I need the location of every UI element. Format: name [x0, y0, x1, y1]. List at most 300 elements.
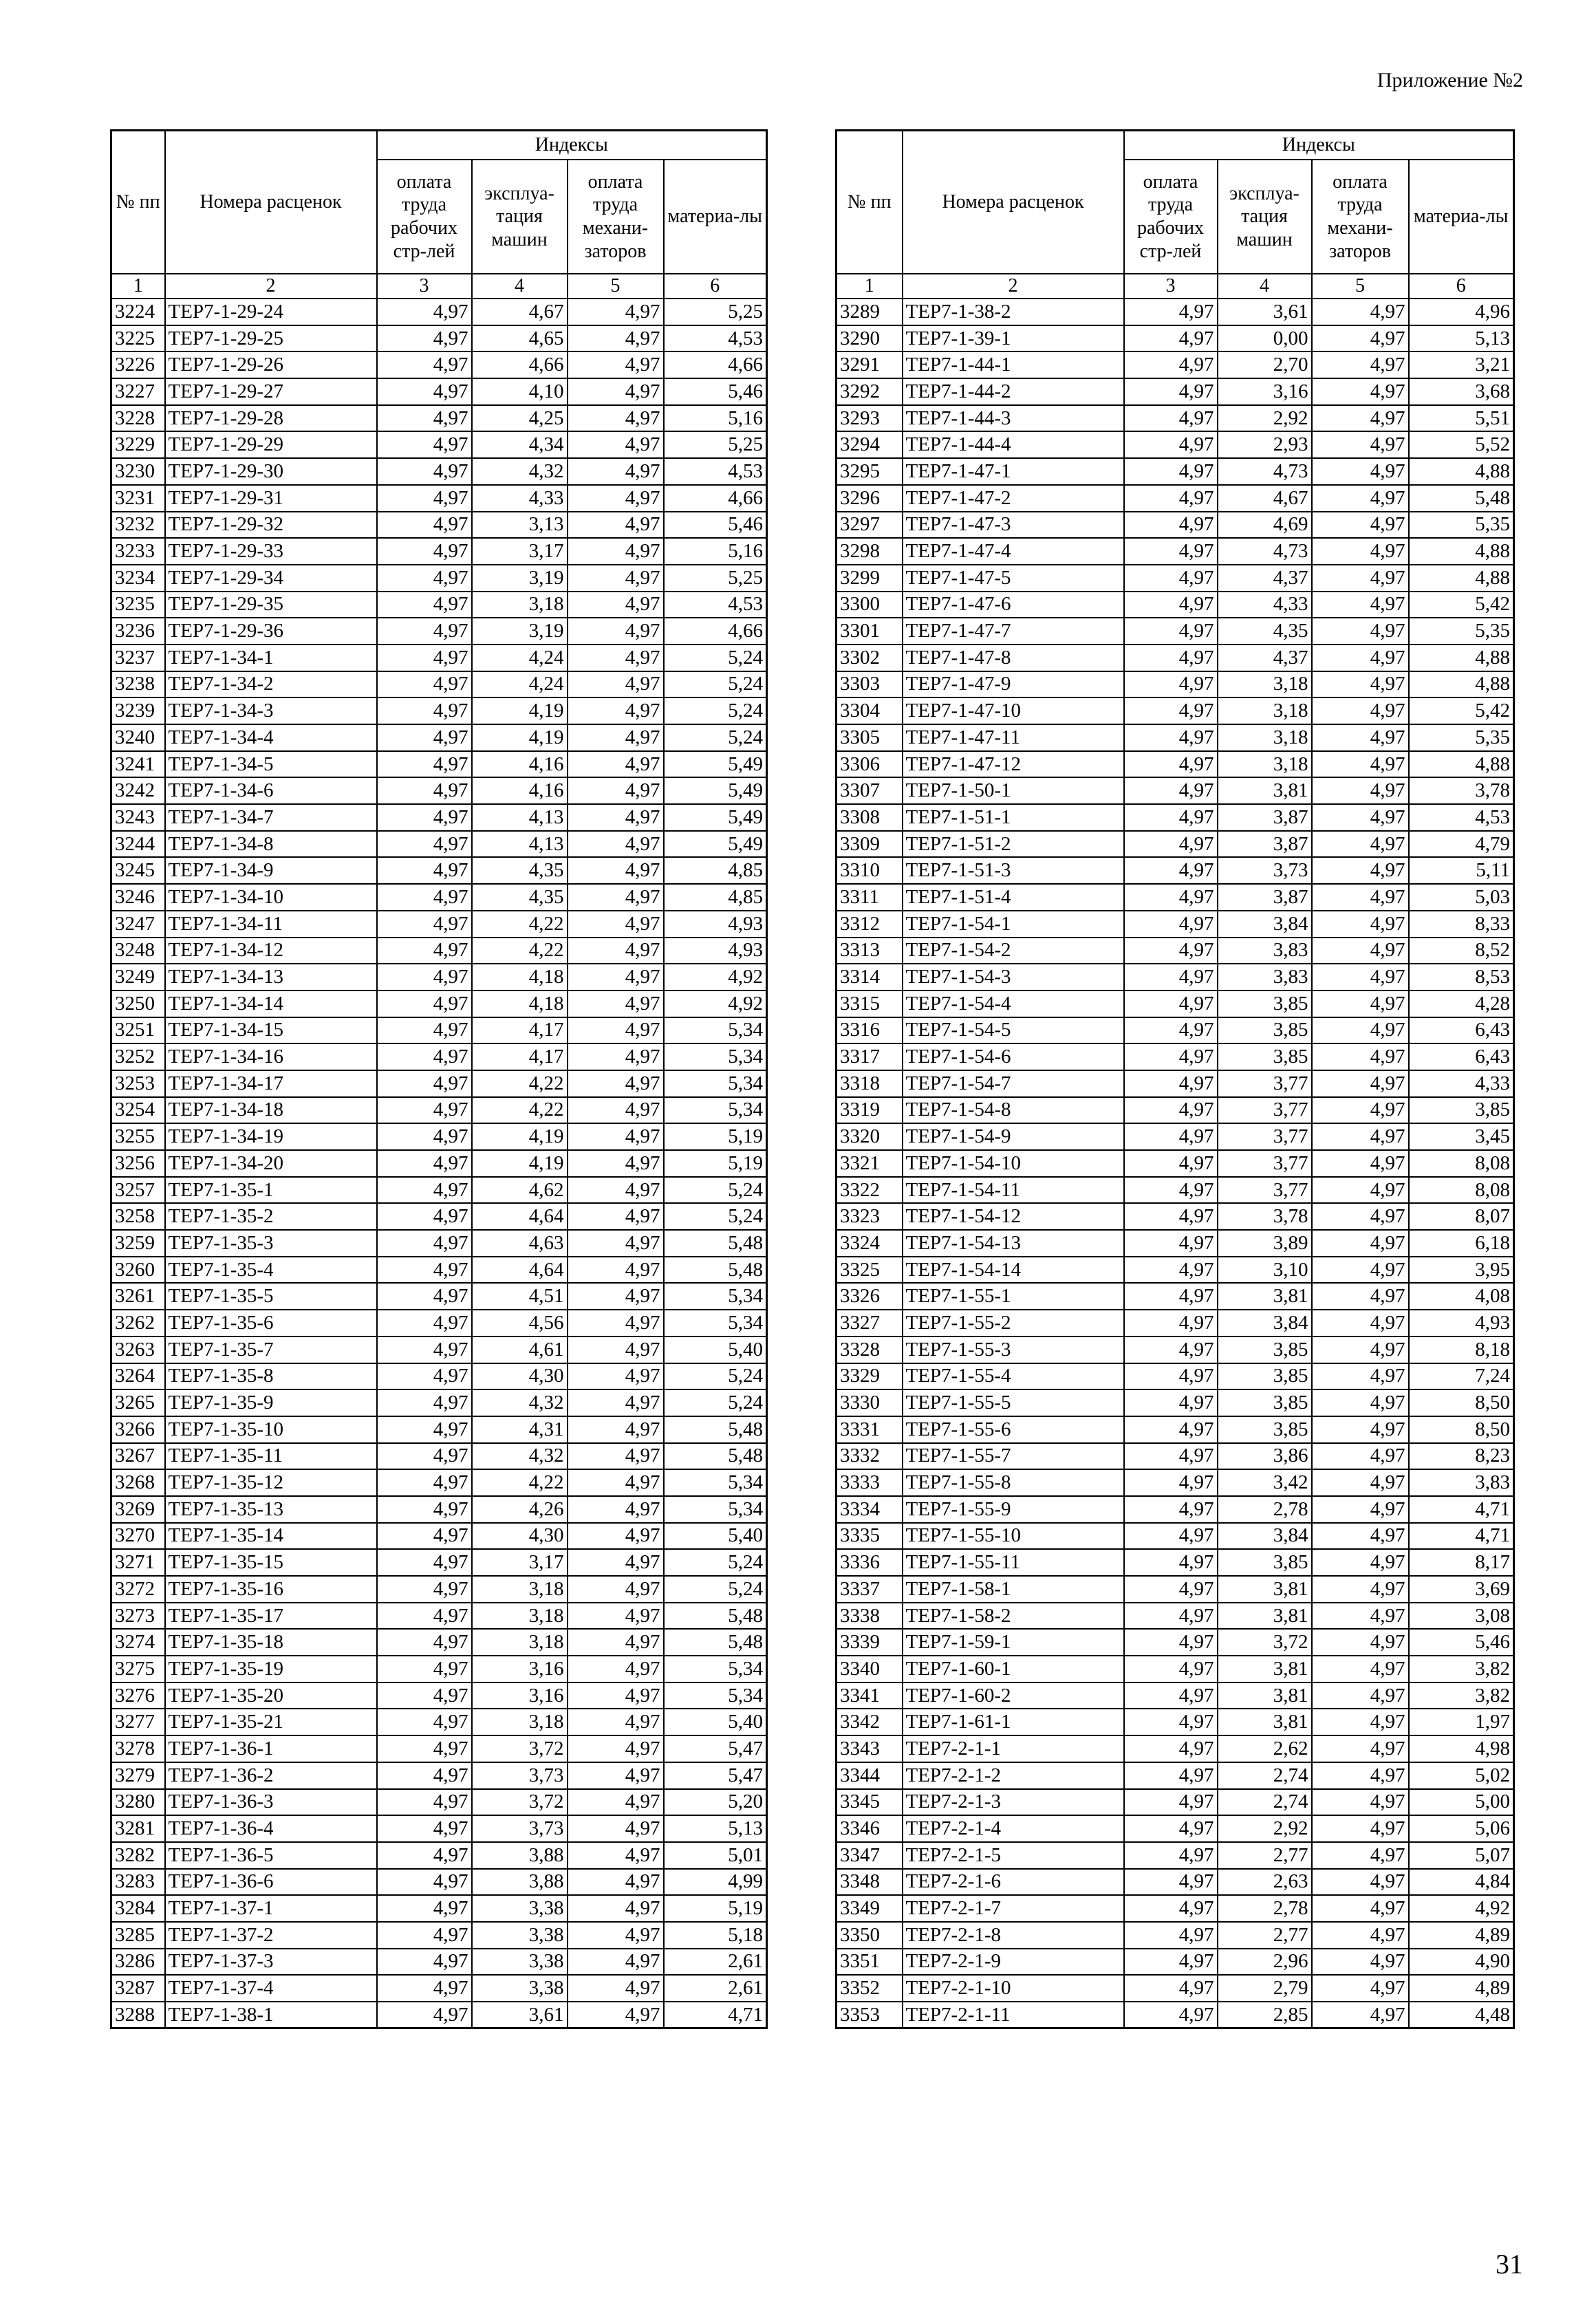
- machine-operation-index: 4,13: [472, 804, 568, 831]
- row-number: 3308: [837, 804, 903, 831]
- materials-index: 4,92: [664, 991, 767, 1017]
- machine-operation-index: 2,78: [1218, 1496, 1312, 1523]
- rate-code: ТЕР7-1-29-31: [165, 485, 377, 512]
- materials-index: 5,48: [664, 1257, 767, 1284]
- table-row: [837, 485, 1514, 512]
- labor-operators-index: 4,97: [1312, 1337, 1409, 1363]
- machine-operation-index: 3,18: [472, 1576, 568, 1603]
- labor-workers-index: 4,97: [1124, 1629, 1218, 1656]
- table-row: [111, 538, 767, 565]
- materials-index: 5,16: [664, 538, 767, 565]
- labor-workers-index: 4,97: [377, 565, 472, 592]
- table-row: [111, 1549, 767, 1576]
- row-number: 3270: [111, 1523, 165, 1550]
- labor-workers-index: 4,97: [377, 751, 472, 778]
- rate-code: ТЕР7-1-55-9: [903, 1496, 1124, 1523]
- table-row: [837, 512, 1514, 539]
- labor-operators-index: 4,97: [568, 831, 664, 858]
- labor-workers-index: 4,97: [1124, 1709, 1218, 1735]
- row-number: 3309: [837, 831, 903, 858]
- materials-index: 8,50: [1409, 1389, 1514, 1416]
- rate-code: ТЕР7-1-29-24: [165, 299, 377, 325]
- labor-operators-index: 4,97: [1312, 1922, 1409, 1949]
- row-number: 3330: [837, 1389, 903, 1416]
- materials-index: 5,51: [1409, 405, 1514, 432]
- table-row: [837, 431, 1514, 458]
- machine-operation-index: 3,72: [1218, 1629, 1312, 1656]
- rate-code: ТЕР7-1-35-9: [165, 1389, 377, 1416]
- row-number: 3225: [111, 325, 165, 352]
- labor-workers-index: 4,97: [377, 485, 472, 512]
- row-number: 3341: [837, 1682, 903, 1709]
- materials-index: 4,92: [1409, 1895, 1514, 1922]
- table-row: [111, 1949, 767, 1976]
- table-row: [111, 751, 767, 778]
- labor-workers-index: 4,97: [1124, 1576, 1218, 1603]
- labor-workers-index: 4,97: [377, 1230, 472, 1257]
- table-row: [837, 1203, 1514, 1230]
- labor-operators-index: 4,97: [568, 1363, 664, 1390]
- row-number: 3351: [837, 1949, 903, 1976]
- materials-index: 4,96: [1409, 299, 1514, 325]
- materials-index: 5,02: [1409, 1762, 1514, 1789]
- labor-operators-index: 4,97: [1312, 857, 1409, 884]
- labor-workers-index: 4,97: [377, 1895, 472, 1922]
- labor-workers-index: 4,97: [377, 1735, 472, 1762]
- table-row: [837, 777, 1514, 804]
- row-number: 3259: [111, 1230, 165, 1257]
- labor-workers-index: 4,97: [1124, 911, 1218, 938]
- machine-operation-index: 4,31: [472, 1416, 568, 1443]
- header-colnum: 5: [1312, 274, 1409, 299]
- labor-operators-index: 4,97: [568, 1230, 664, 1257]
- table-row: [837, 1150, 1514, 1177]
- labor-workers-index: 4,97: [377, 1257, 472, 1284]
- materials-index: 4,88: [1409, 645, 1514, 671]
- machine-operation-index: 2,63: [1218, 1869, 1312, 1896]
- materials-index: 4,53: [1409, 804, 1514, 831]
- materials-index: 5,35: [1409, 618, 1514, 645]
- rate-code: ТЕР7-1-37-3: [165, 1949, 377, 1976]
- row-number: 3332: [837, 1443, 903, 1470]
- labor-operators-index: 4,97: [1312, 1895, 1409, 1922]
- labor-workers-index: 4,97: [1124, 1842, 1218, 1869]
- table-row: [837, 831, 1514, 858]
- table-row: [837, 299, 1514, 325]
- machine-operation-index: 3,84: [1218, 1523, 1312, 1550]
- table-row: [837, 1416, 1514, 1443]
- table-row: [111, 671, 767, 698]
- materials-index: 8,07: [1409, 1203, 1514, 1230]
- labor-workers-index: 4,97: [377, 458, 472, 485]
- machine-operation-index: 4,33: [1218, 592, 1312, 618]
- labor-operators-index: 4,97: [568, 1895, 664, 1922]
- labor-workers-index: 4,97: [1124, 458, 1218, 485]
- labor-workers-index: 4,97: [1124, 1310, 1218, 1337]
- labor-workers-index: 4,97: [377, 2002, 472, 2028]
- labor-operators-index: 4,97: [568, 1523, 664, 1550]
- rate-code: ТЕР7-1-54-14: [903, 1257, 1124, 1284]
- table-row: [837, 1549, 1514, 1576]
- labor-workers-index: 4,97: [377, 911, 472, 938]
- table-row: [111, 1257, 767, 1284]
- row-number: 3228: [111, 405, 165, 432]
- machine-operation-index: 2,74: [1218, 1789, 1312, 1816]
- appendix-label: Приложение №2: [1377, 69, 1523, 91]
- machine-operation-index: 4,34: [472, 431, 568, 458]
- row-number: 3300: [837, 592, 903, 618]
- labor-workers-index: 4,97: [377, 1017, 472, 1044]
- machine-operation-index: 3,18: [472, 592, 568, 618]
- materials-index: 4,99: [664, 1869, 767, 1896]
- table-row: [111, 1895, 767, 1922]
- row-number: 3290: [837, 325, 903, 352]
- row-number: 3318: [837, 1070, 903, 1097]
- materials-index: 8,17: [1409, 1549, 1514, 1576]
- labor-workers-index: 4,97: [377, 804, 472, 831]
- row-number: 3242: [111, 777, 165, 804]
- row-number: 3229: [111, 431, 165, 458]
- labor-workers-index: 4,97: [1124, 1363, 1218, 1390]
- labor-operators-index: 4,97: [568, 1815, 664, 1842]
- machine-operation-index: 3,87: [1218, 884, 1312, 911]
- row-number: 3310: [837, 857, 903, 884]
- materials-index: 4,53: [664, 592, 767, 618]
- table-row: [837, 1443, 1514, 1470]
- materials-index: 8,18: [1409, 1337, 1514, 1363]
- machine-operation-index: 4,69: [1218, 512, 1312, 539]
- rate-code: ТЕР7-1-54-13: [903, 1230, 1124, 1257]
- row-number: 3239: [111, 697, 165, 724]
- table-row: [837, 645, 1514, 671]
- machine-operation-index: 4,30: [472, 1523, 568, 1550]
- machine-operation-index: 4,19: [472, 697, 568, 724]
- row-number: 3274: [111, 1629, 165, 1656]
- labor-operators-index: 4,97: [1312, 724, 1409, 751]
- table-row: [837, 378, 1514, 405]
- rate-code: ТЕР7-1-35-8: [165, 1363, 377, 1390]
- header-indices: Индексы: [1124, 131, 1514, 160]
- table-row: [837, 1257, 1514, 1284]
- table-row: [837, 592, 1514, 618]
- labor-operators-index: 4,97: [568, 1043, 664, 1070]
- machine-operation-index: 3,18: [1218, 751, 1312, 778]
- rate-code: ТЕР7-1-35-18: [165, 1629, 377, 1656]
- machine-operation-index: 4,37: [1218, 645, 1312, 671]
- rate-code: ТЕР7-1-58-2: [903, 1603, 1124, 1630]
- machine-operation-index: 3,61: [472, 2002, 568, 2028]
- table-row: [837, 565, 1514, 592]
- row-number: 3311: [837, 884, 903, 911]
- table-row: [111, 299, 767, 325]
- materials-index: 4,66: [664, 485, 767, 512]
- labor-workers-index: 4,97: [377, 1443, 472, 1470]
- machine-operation-index: 4,17: [472, 1017, 568, 1044]
- materials-index: 4,66: [664, 618, 767, 645]
- materials-index: 5,01: [664, 1842, 767, 1869]
- labor-workers-index: 4,97: [377, 671, 472, 698]
- labor-workers-index: 4,97: [377, 325, 472, 352]
- row-number: 3273: [111, 1603, 165, 1630]
- row-number: 3276: [111, 1682, 165, 1709]
- table-row: [111, 1203, 767, 1230]
- table-row: [111, 1789, 767, 1816]
- row-number: 3304: [837, 697, 903, 724]
- labor-workers-index: 4,97: [1124, 565, 1218, 592]
- machine-operation-index: 3,72: [472, 1735, 568, 1762]
- rate-code: ТЕР7-2-1-11: [903, 2002, 1124, 2028]
- materials-index: 4,84: [1409, 1869, 1514, 1896]
- machine-operation-index: 4,19: [472, 724, 568, 751]
- rate-code: ТЕР7-1-47-1: [903, 458, 1124, 485]
- materials-index: 3,45: [1409, 1123, 1514, 1150]
- table-row: [111, 351, 767, 378]
- labor-workers-index: 4,97: [377, 431, 472, 458]
- materials-index: 8,52: [1409, 938, 1514, 964]
- rate-code: ТЕР7-1-39-1: [903, 325, 1124, 352]
- labor-workers-index: 4,97: [1124, 1895, 1218, 1922]
- labor-operators-index: 4,97: [1312, 804, 1409, 831]
- rate-code: ТЕР7-1-35-11: [165, 1443, 377, 1470]
- rate-code: ТЕР7-1-54-11: [903, 1177, 1124, 1204]
- machine-operation-index: 4,32: [472, 1389, 568, 1416]
- labor-operators-index: 4,97: [1312, 884, 1409, 911]
- materials-index: 5,34: [664, 1283, 767, 1310]
- labor-workers-index: 4,97: [377, 351, 472, 378]
- rate-code: ТЕР7-1-54-12: [903, 1203, 1124, 1230]
- labor-operators-index: 4,97: [568, 2002, 664, 2028]
- header-labor-workers: оплата труда рабочих стр-лей: [377, 160, 472, 274]
- rate-code: ТЕР7-1-51-1: [903, 804, 1124, 831]
- row-number: 3306: [837, 751, 903, 778]
- machine-operation-index: 3,38: [472, 1922, 568, 1949]
- labor-operators-index: 4,97: [568, 751, 664, 778]
- table-row: [111, 1842, 767, 1869]
- materials-index: 5,19: [664, 1150, 767, 1177]
- table-row: [837, 1922, 1514, 1949]
- header-colnum: 1: [837, 274, 903, 299]
- labor-workers-index: 4,97: [377, 857, 472, 884]
- rate-code: ТЕР7-1-60-2: [903, 1682, 1124, 1709]
- materials-index: 4,85: [664, 884, 767, 911]
- row-number: 3294: [837, 431, 903, 458]
- rate-code: ТЕР7-1-54-3: [903, 964, 1124, 991]
- materials-index: 5,34: [664, 1043, 767, 1070]
- materials-index: 4,33: [1409, 1070, 1514, 1097]
- materials-index: 5,24: [664, 697, 767, 724]
- labor-workers-index: 4,97: [1124, 1682, 1218, 1709]
- rate-code: ТЕР7-1-29-35: [165, 592, 377, 618]
- row-number: 3314: [837, 964, 903, 991]
- labor-workers-index: 4,97: [377, 884, 472, 911]
- row-number: 3305: [837, 724, 903, 751]
- labor-operators-index: 4,97: [1312, 645, 1409, 671]
- labor-workers-index: 4,97: [1124, 1177, 1218, 1204]
- materials-index: 4,85: [664, 857, 767, 884]
- machine-operation-index: 2,74: [1218, 1762, 1312, 1789]
- rate-code: ТЕР7-1-54-2: [903, 938, 1124, 964]
- rate-code: ТЕР7-1-55-4: [903, 1363, 1124, 1390]
- table-row: [111, 431, 767, 458]
- rate-code: ТЕР7-2-1-7: [903, 1895, 1124, 1922]
- labor-operators-index: 4,97: [568, 1469, 664, 1496]
- labor-workers-index: 4,97: [377, 1070, 472, 1097]
- labor-workers-index: 4,97: [1124, 1603, 1218, 1630]
- labor-operators-index: 4,97: [568, 1869, 664, 1896]
- row-number: 3263: [111, 1337, 165, 1363]
- materials-index: 5,34: [664, 1017, 767, 1044]
- rate-code: ТЕР7-1-47-4: [903, 538, 1124, 565]
- materials-index: 4,93: [664, 911, 767, 938]
- machine-operation-index: 2,92: [1218, 405, 1312, 432]
- rate-code: ТЕР7-1-47-10: [903, 697, 1124, 724]
- table-row: [111, 1975, 767, 2002]
- row-number: 3286: [111, 1949, 165, 1976]
- labor-operators-index: 4,97: [568, 724, 664, 751]
- rate-code: ТЕР7-1-59-1: [903, 1629, 1124, 1656]
- materials-index: 4,28: [1409, 991, 1514, 1017]
- materials-index: 5,13: [1409, 325, 1514, 352]
- machine-operation-index: 3,85: [1218, 1363, 1312, 1390]
- machine-operation-index: 3,85: [1218, 1337, 1312, 1363]
- header-colnum: 2: [903, 274, 1124, 299]
- labor-workers-index: 4,97: [1124, 1469, 1218, 1496]
- labor-operators-index: 4,97: [568, 1070, 664, 1097]
- labor-workers-index: 4,97: [1124, 1762, 1218, 1789]
- row-number: 3284: [111, 1895, 165, 1922]
- header-indices: Индексы: [377, 131, 767, 160]
- machine-operation-index: 4,35: [472, 857, 568, 884]
- machine-operation-index: 4,22: [472, 1469, 568, 1496]
- machine-operation-index: 2,70: [1218, 351, 1312, 378]
- machine-operation-index: 3,72: [472, 1789, 568, 1816]
- labor-operators-index: 4,97: [1312, 458, 1409, 485]
- labor-workers-index: 4,97: [1124, 1389, 1218, 1416]
- rate-code: ТЕР7-1-35-1: [165, 1177, 377, 1204]
- rate-code: ТЕР7-1-29-25: [165, 325, 377, 352]
- labor-operators-index: 4,97: [1312, 431, 1409, 458]
- materials-index: 5,34: [664, 1310, 767, 1337]
- rate-code: ТЕР7-1-51-4: [903, 884, 1124, 911]
- table-row: [111, 645, 767, 671]
- labor-operators-index: 4,97: [568, 1177, 664, 1204]
- labor-workers-index: 4,97: [1124, 1869, 1218, 1896]
- labor-workers-index: 4,97: [377, 1656, 472, 1682]
- row-number: 3282: [111, 1842, 165, 1869]
- labor-workers-index: 4,97: [1124, 1123, 1218, 1150]
- table-row: [111, 1869, 767, 1896]
- labor-workers-index: 4,97: [377, 299, 472, 325]
- table-row: [111, 1389, 767, 1416]
- table-row: [837, 1123, 1514, 1150]
- labor-workers-index: 4,97: [377, 645, 472, 671]
- labor-workers-index: 4,97: [1124, 751, 1218, 778]
- rate-code: ТЕР7-1-35-4: [165, 1257, 377, 1284]
- row-number: 3287: [111, 1975, 165, 2002]
- labor-operators-index: 4,97: [1312, 1017, 1409, 1044]
- machine-operation-index: 3,84: [1218, 911, 1312, 938]
- labor-workers-index: 4,97: [377, 938, 472, 964]
- rate-code: ТЕР7-1-50-1: [903, 777, 1124, 804]
- labor-workers-index: 4,97: [377, 1043, 472, 1070]
- labor-workers-index: 4,97: [377, 1549, 472, 1576]
- labor-operators-index: 4,97: [568, 1629, 664, 1656]
- labor-operators-index: 4,97: [1312, 1762, 1409, 1789]
- labor-operators-index: 4,97: [568, 1949, 664, 1976]
- header-code: Номера расценок: [903, 131, 1124, 274]
- row-number: 3285: [111, 1922, 165, 1949]
- right-price-index-table: [835, 129, 1515, 2029]
- table-row: [837, 1709, 1514, 1735]
- rate-code: ТЕР7-1-35-17: [165, 1603, 377, 1630]
- labor-workers-index: 4,97: [1124, 1789, 1218, 1816]
- labor-workers-index: 4,97: [377, 1416, 472, 1443]
- machine-operation-index: 3,73: [472, 1762, 568, 1789]
- materials-index: 5,34: [664, 1469, 767, 1496]
- labor-operators-index: 4,97: [568, 964, 664, 991]
- materials-index: 5,49: [664, 777, 767, 804]
- labor-workers-index: 4,97: [1124, 1017, 1218, 1044]
- header-colnum: 6: [1409, 274, 1514, 299]
- labor-operators-index: 4,97: [1312, 512, 1409, 539]
- labor-operators-index: 4,97: [1312, 697, 1409, 724]
- materials-index: 5,40: [664, 1709, 767, 1735]
- labor-workers-index: 4,97: [1124, 804, 1218, 831]
- table-row: [837, 991, 1514, 1017]
- rate-code: ТЕР7-1-34-11: [165, 911, 377, 938]
- machine-operation-index: 3,19: [472, 618, 568, 645]
- machine-operation-index: 4,24: [472, 645, 568, 671]
- rate-code: ТЕР7-2-1-1: [903, 1735, 1124, 1762]
- header-labor-operators: оплата труда механи-заторов: [568, 160, 664, 274]
- labor-operators-index: 4,97: [1312, 1416, 1409, 1443]
- labor-workers-index: 4,97: [377, 378, 472, 405]
- row-number: 3252: [111, 1043, 165, 1070]
- labor-operators-index: 4,97: [1312, 1150, 1409, 1177]
- labor-workers-index: 4,97: [377, 1949, 472, 1976]
- labor-operators-index: 4,97: [568, 458, 664, 485]
- machine-operation-index: 2,77: [1218, 1842, 1312, 1869]
- row-number: 3303: [837, 671, 903, 698]
- row-number: 3333: [837, 1469, 903, 1496]
- rate-code: ТЕР7-1-54-6: [903, 1043, 1124, 1070]
- rate-code: ТЕР7-1-29-28: [165, 405, 377, 432]
- materials-index: 5,49: [664, 751, 767, 778]
- row-number: 3226: [111, 351, 165, 378]
- materials-index: 4,53: [664, 325, 767, 352]
- machine-operation-index: 4,22: [472, 911, 568, 938]
- materials-index: 5,49: [664, 831, 767, 858]
- rate-code: ТЕР7-1-35-2: [165, 1203, 377, 1230]
- rate-code: ТЕР7-2-1-4: [903, 1815, 1124, 1842]
- rate-code: ТЕР7-1-35-21: [165, 1709, 377, 1735]
- table-row: [837, 1363, 1514, 1390]
- labor-workers-index: 4,97: [1124, 1203, 1218, 1230]
- header-machine-operation: эксплуа-тация машин: [472, 160, 568, 274]
- labor-operators-index: 4,97: [1312, 1257, 1409, 1284]
- labor-workers-index: 4,97: [377, 777, 472, 804]
- rate-code: ТЕР7-1-51-3: [903, 857, 1124, 884]
- rate-code: ТЕР7-1-34-8: [165, 831, 377, 858]
- labor-workers-index: 4,97: [1124, 1922, 1218, 1949]
- labor-workers-index: 4,97: [1124, 1443, 1218, 1470]
- labor-workers-index: 4,97: [1124, 777, 1218, 804]
- row-number: 3288: [111, 2002, 165, 2028]
- labor-workers-index: 4,97: [377, 1283, 472, 1310]
- rate-code: ТЕР7-1-35-13: [165, 1496, 377, 1523]
- rate-code: ТЕР7-1-38-2: [903, 299, 1124, 325]
- materials-index: 5,48: [664, 1230, 767, 1257]
